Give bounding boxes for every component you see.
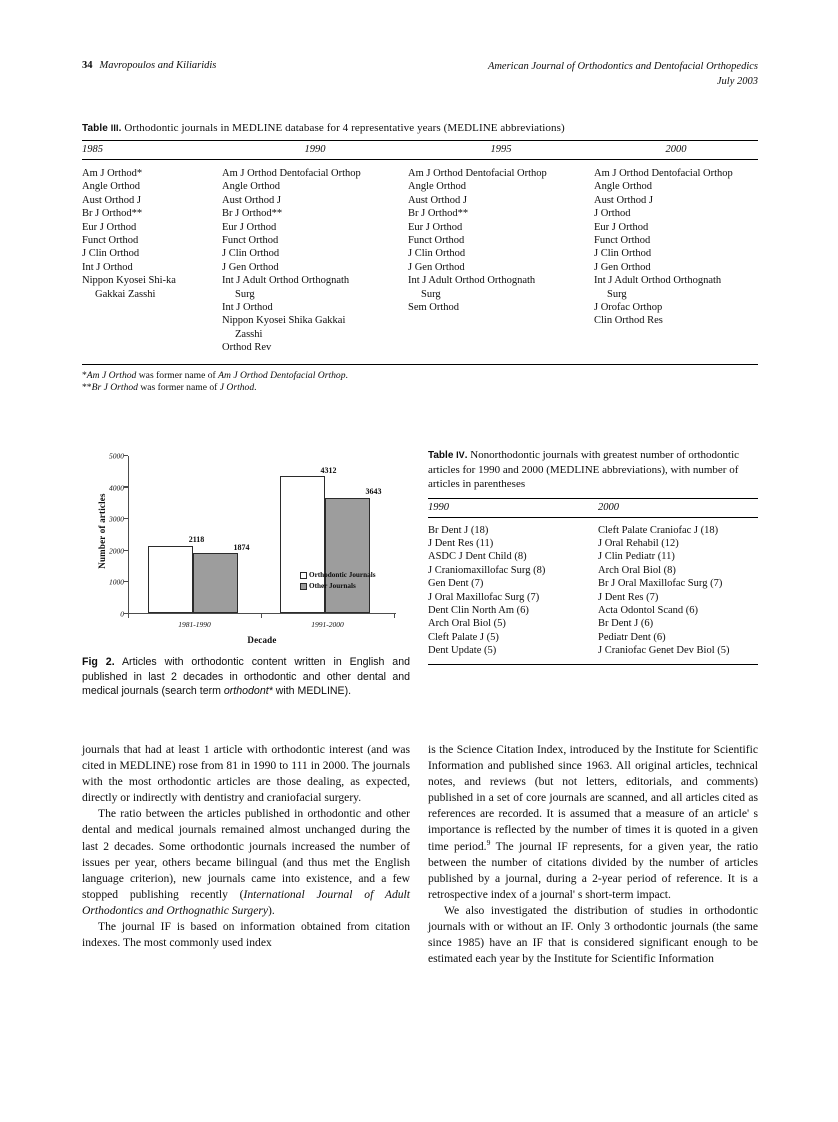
table-3-cell: Funct Orthod [408, 235, 465, 247]
chart-y-axis-line [128, 456, 129, 614]
table-3-cell: Funct Orthod [222, 235, 279, 247]
chart-legend-item-orthodontic [300, 570, 376, 581]
table-3-cell: Int J Adult Orthod Orthognath [222, 275, 350, 287]
chart-y-tickmark [124, 486, 128, 487]
table-4-cell: J Dent Res (7) [598, 591, 659, 603]
figure-2-caption [82, 655, 410, 699]
journal-title-italic: International Journal of Adult Orthodontics and Orthognathic Surgery [82, 887, 410, 917]
chart-y-tick: 5000 [109, 451, 124, 461]
table-3-column-1995 [408, 167, 594, 355]
table-3-cell: Surg [235, 288, 255, 300]
table-3-header-2000: 2000 [665, 144, 687, 155]
table-4-cell: Arch Oral Biol (5) [428, 618, 506, 630]
table-3-cell: J Gen Orthod [594, 261, 651, 273]
chart-y-tickmark [124, 455, 128, 456]
table-4-cell: Br Dent J (6) [598, 618, 654, 630]
table-3-cell: Nippon Kyosei Shi-ka [82, 275, 176, 287]
chart-y-tick: 2000 [109, 546, 124, 556]
table-3-cell: Br J Orthod** [408, 208, 469, 220]
chart-x-tickmark [394, 614, 395, 618]
table-3-cell: Int J Adult Orthod Orthognath [408, 275, 536, 287]
chart-y-tick: 3000 [109, 514, 124, 524]
table-3-cell: Am J Orthod Dentofacial Orthop [408, 168, 547, 179]
table-3-cell: J Gen Orthod [408, 261, 465, 273]
table-4-cell: Arch Oral Biol (8) [598, 564, 676, 576]
table-3-caption-text: Orthodontic journals in MEDLINE database for 4 representative years (MEDLINE abbreviations) [124, 122, 565, 134]
table-3-cell: Aust Orthod J [222, 194, 281, 206]
table-3-cell: Funct Orthod [594, 235, 651, 247]
table-3-cell: Angle Orthod [594, 181, 653, 193]
chart-legend [300, 570, 376, 592]
page-number: 34 [82, 60, 93, 71]
table-4-cell: J Craniomaxillofac Surg (8) [428, 564, 546, 576]
table-4-bottom-rule [428, 664, 758, 665]
table-3-cell: Angle Orthod [222, 181, 281, 193]
table-3-cell: J Orofac Orthop [594, 302, 663, 314]
chart-x-tickmark [261, 614, 262, 618]
table-3-header-1990: 1990 [304, 144, 326, 155]
table-4 [428, 448, 758, 665]
figure-2-label: Fig 2. [82, 656, 115, 668]
table-3-cell: J Clin Orthod [222, 248, 280, 260]
bar-chart [82, 448, 412, 648]
table-3-cell: Funct Orthod [82, 235, 139, 247]
table-3-cell: Am J Orthod Dentofacial Orthop [594, 168, 733, 179]
chart-y-tick: 0 [120, 609, 124, 619]
table-4-cell: J Oral Maxillofac Surg (7) [428, 591, 540, 603]
chart-bar-other-1981-1990 [193, 553, 238, 612]
body-column-right [428, 742, 758, 967]
table-3-cell: Nippon Kyosei Shika Gakkai [222, 315, 346, 327]
table-3-cell: Eur J Orthod [594, 221, 649, 233]
chart-y-axis-label: Number of articles [97, 493, 107, 569]
body-text: The journal IF represents, for a given year, the ratio between the number of citations divided by the number of articles published by a journal, during a 2-year period of reference. It is a retrospective index of a journal' s short-term impact. [428, 839, 758, 901]
table-4-caption-text: Nonorthodontic journals with greatest number of orthodontic articles for 1990 and 2000 (MEDLINE abbreviations), with number of articles in parentheses [428, 449, 740, 491]
table-3-cell: Surg [421, 288, 441, 300]
table-4-caption [428, 448, 758, 492]
table-3-cell: Am J Orthod* [82, 168, 143, 179]
chart-x-tick-label: 1981-1990 [178, 620, 211, 629]
table-4-column-2000 [598, 524, 758, 658]
table-3-cell: Int J Adult Orthod Orthognath [594, 275, 722, 287]
table-3-header-row [82, 141, 758, 159]
table-4-cell: Gen Dent (7) [428, 578, 484, 590]
chart-y-tickmark [124, 550, 128, 551]
legend-swatch-icon [300, 583, 307, 590]
table-3-cell: Int J Orthod [82, 261, 133, 273]
table-3-column-2000 [594, 167, 758, 355]
table-3-cell: J Clin Orthod [408, 248, 466, 260]
issue-date: July 2003 [716, 75, 758, 87]
table-3-cell: Aust Orthod J [408, 194, 467, 206]
table-3-cell: Angle Orthod [82, 181, 141, 193]
chart-y-tick: 1000 [109, 577, 124, 587]
table-4-body [428, 518, 758, 664]
body-column-left [82, 742, 410, 951]
table-3-cell: Eur J Orthod [222, 221, 277, 233]
table-4-cell: Dent Update (5) [428, 645, 497, 657]
running-head-authors: Mavropoulos and Kiliaridis [99, 60, 217, 71]
table-4-cell: J Dent Res (11) [428, 538, 494, 550]
running-head [82, 60, 758, 94]
body-paragraph [428, 742, 758, 903]
body-paragraph: journals that had at least 1 article with orthodontic interest (and was cited in MEDLINE) rose from 81 in 1990 to 111 in 2000. The journals with the most orthodontic articles are those dealing, as expected, directly or indirectly with dentistry and craniofacial surgery. [82, 743, 410, 805]
table-3-footnotes [82, 365, 758, 395]
table-4-column-1990 [428, 524, 598, 658]
table-3-cell: J Clin Orthod [82, 248, 140, 260]
table-4-cell: J Oral Rehabil (12) [598, 538, 679, 550]
journal-name: American Journal of Orthodontics and Dentofacial Orthopedics [487, 61, 758, 72]
chart-bar-orthodontic-1981-1990 [148, 546, 193, 613]
chart-y-tick: 4000 [109, 483, 124, 493]
table-4-cell: Dent Clin North Am (6) [428, 605, 529, 617]
table-4-cell: Cleft Palate Craniofac J (18) [598, 524, 719, 536]
table-3 [82, 122, 758, 395]
chart-bar-orthodontic-1991-2000 [280, 476, 325, 612]
table-3-column-1990 [222, 167, 408, 355]
body-paragraph [82, 806, 410, 919]
chart-legend-label: Other Journals [309, 582, 356, 590]
body-paragraph: We also investigated the distribution of studies in orthodontic journals with or without an IF. Only 3 orthodontic journals (the same since 1985) have an IF that is considered significant enough to be estimated each year by the Institute for Scientific Information [428, 903, 758, 966]
body-paragraph: The journal IF is based on information obtained from citation indexes. The most commonly used index [82, 920, 410, 950]
table-4-cell: Acta Odontol Scand (6) [598, 605, 699, 617]
table-3-cell: J Gen Orthod [222, 261, 279, 273]
figure-2-caption-search-term: orthodont* [223, 685, 273, 698]
running-head-right [488, 60, 758, 89]
table-4-header-1990: 1990 [428, 501, 449, 513]
table-4-label: Table IV. [428, 450, 468, 461]
table-4-cell: Br J Oral Maxillofac Surg (7) [598, 578, 723, 590]
chart-value-label: 2118 [188, 535, 205, 544]
table-3-cell: Aust Orthod J [82, 194, 141, 206]
chart-bar-other-1991-2000 [325, 498, 370, 613]
table-3-label: Table III. [82, 123, 122, 134]
table-3-cell: Gakkai Zasshi [95, 288, 156, 300]
table-4-cell: ASDC J Dent Child (8) [428, 551, 527, 563]
table-4-cell: J Craniofac Genet Dev Biol (5) [598, 645, 730, 657]
citation-marker: 9 [486, 837, 491, 847]
table-3-cell: Surg [607, 288, 627, 300]
table-3-cell: Aust Orthod J [594, 194, 653, 206]
table-3-cell: J Clin Orthod [594, 248, 652, 260]
chart-y-axis-ticks [82, 448, 124, 648]
table-3-header-1985: 1985 [82, 144, 103, 155]
body-text: The ratio between the articles published in orthodontic and other dental and medical journals remained almost unchanged during the last 2 decades. Some orthodontic journals increased the number of issues per year, others became bilingual (and thus met the English language criterion), new journals came into existence, and a few stopped publishing recently ( [82, 807, 410, 901]
table-3-header-1995: 1995 [490, 144, 512, 155]
figure-2-caption-part1: Articles with orthodontic content written in English and published in last 2 decades in orthodontic and other dental and medical journals (search term [82, 656, 410, 698]
table-3-cell: Br J Orthod** [82, 208, 143, 220]
table-3-cell: Clin Orthod Res [594, 315, 663, 327]
table-3-body [82, 160, 758, 364]
chart-value-label: 1874 [233, 543, 250, 552]
table-3-cell: Sem Orthod [408, 302, 460, 314]
table-3-cell: Zasshi [235, 328, 263, 340]
body-text: is the Science Citation Index, introduced by the Institute for Scientific Information and published since 1963. All original articles, technical notes, and reviews (but not letters, editorials, and comments) published in a set of core journals are scanned, and all articles cited as references are recorded. It is assumed that a measure of an article' s importance is reflected by the number of times it is quoted in a given time period. [428, 743, 758, 853]
table-3-footnote: **Br J Orthod was former name of J Orthod. [82, 382, 257, 394]
figure-2 [82, 448, 412, 648]
table-3-cell: Br J Orthod** [222, 208, 283, 220]
body-text: ). [268, 903, 275, 917]
chart-x-tickmark [128, 614, 129, 618]
chart-legend-item-other [300, 581, 376, 592]
chart-value-label: 3643 [365, 487, 382, 496]
chart-legend-label: Orthodontic Journals [309, 571, 376, 579]
chart-y-tickmark [124, 518, 128, 519]
table-3-cell: Orthod Rev [222, 342, 272, 354]
table-3-cell: Int J Orthod [222, 302, 273, 314]
table-3-cell: Am J Orthod Dentofacial Orthop [222, 168, 361, 179]
table-3-cell: Angle Orthod [408, 181, 467, 193]
table-3-cell: Eur J Orthod [408, 221, 463, 233]
chart-x-tick-label: 1991-2000 [311, 620, 344, 629]
table-4-header-2000: 2000 [598, 501, 619, 513]
table-4-cell: Pediatr Dent (6) [598, 631, 666, 643]
table-3-caption [82, 122, 758, 134]
table-3-cell: J Orthod [594, 208, 631, 220]
running-head-left [82, 60, 216, 71]
chart-x-axis-label: Decade [247, 635, 277, 645]
table-3-footnote: *Am J Orthod was former name of Am J Orthod Dentofacial Orthop. [82, 369, 348, 381]
table-4-cell: Cleft Palate J (5) [428, 631, 499, 643]
chart-y-tickmark [124, 581, 128, 582]
table-4-cell: Br Dent J (18) [428, 524, 489, 536]
table-3-column-1985 [82, 167, 222, 355]
legend-swatch-icon [300, 572, 307, 579]
table-4-header-row [428, 499, 758, 517]
figure-2-caption-part2: with MEDLINE). [272, 685, 352, 698]
table-4-cell: J Clin Pediatr (11) [598, 551, 675, 563]
table-3-cell: Eur J Orthod [82, 221, 137, 233]
chart-value-label: 4312 [320, 466, 337, 475]
